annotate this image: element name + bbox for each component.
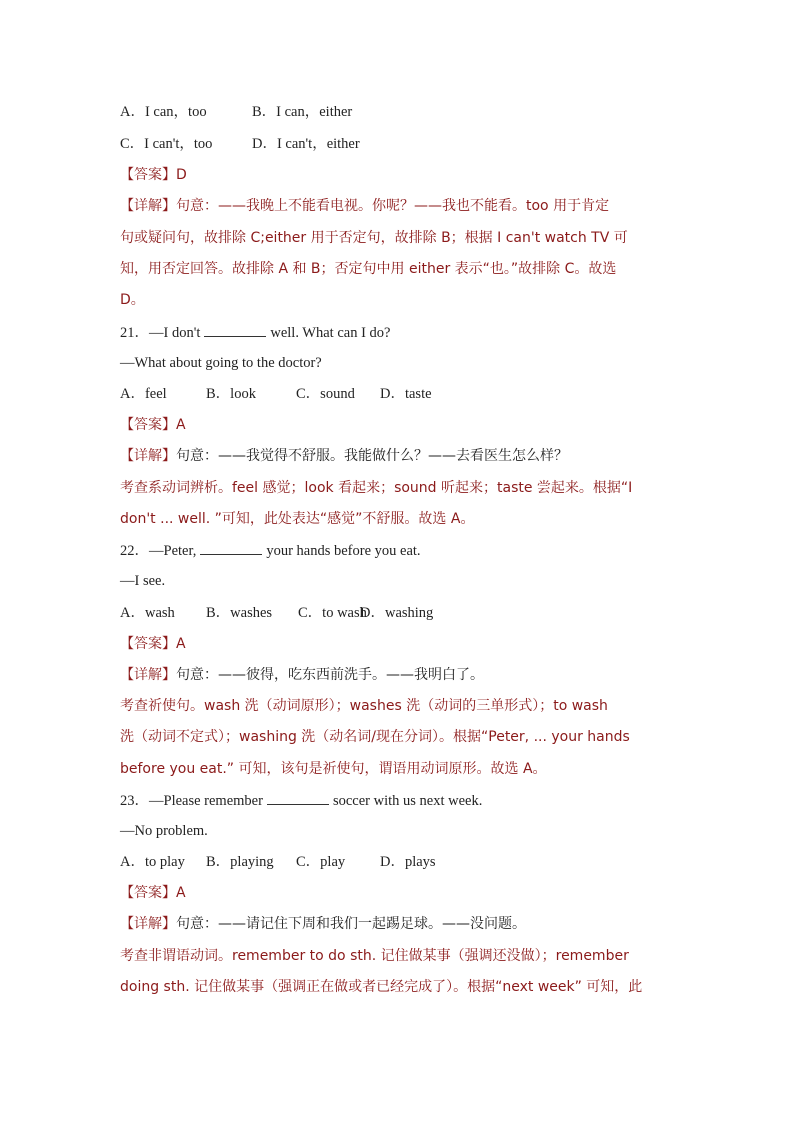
answer-label: 【答案】 — [120, 167, 176, 183]
answer-value: A — [176, 417, 186, 433]
q20-detail-line-3: 知，用否定回答。故排除 A 和 B；否定句中用 either 表示“也。”故排除 C。故选 — [120, 261, 617, 277]
q22-stem: 22．—Peter, your hands before you eat. — [120, 540, 421, 561]
q22-detail-line-4: before you eat.” 可知，该句是祈使句，谓语用动词原形。故选 A。 — [120, 761, 547, 777]
q22-options — [120, 603, 433, 623]
q20-option-a: A．I can，too — [120, 104, 207, 120]
detail-label: 【详解】 — [120, 198, 176, 214]
q21-reply: —What about going to the doctor? — [120, 355, 322, 371]
q21-option-a: A．feel — [120, 386, 167, 402]
q23-answer — [120, 883, 186, 903]
q20-option-c: C．I can't，too — [120, 136, 213, 152]
answer-blank — [200, 540, 262, 555]
answer-value: A — [176, 636, 186, 652]
q20-answer — [120, 165, 187, 185]
answer-label: 【答案】 — [120, 417, 176, 433]
q22-answer — [120, 634, 186, 654]
answer-label: 【答案】 — [120, 885, 176, 901]
q21-stem: 21．—I don't well. What can I do? — [120, 322, 390, 343]
q22-option-d: D．washing — [360, 605, 434, 621]
q20-options-row1 — [120, 102, 352, 122]
q23-options — [120, 852, 436, 872]
q20-option-b: B．I can，either — [252, 104, 353, 120]
answer-blank — [267, 790, 329, 805]
q21-options — [120, 384, 432, 404]
q20-detail-line-1: 【详解】句意：——我晚上不能看电视。你呢？——我也不能看。too 用于肯定 — [120, 198, 610, 214]
q23-option-c: C．play — [296, 854, 346, 870]
detail-label: 【详解】 — [120, 667, 176, 683]
q23-detail-line-3: doing sth. 记住做某事（强调正在做或者已经完成了）。根据“next week” 可知，此 — [120, 979, 643, 995]
q20-detail-line-4: D。 — [120, 292, 145, 308]
answer-blank — [204, 322, 266, 337]
answer-value: A — [176, 885, 186, 901]
q21-detail-line-2: 考查系动词辨析。feel 感觉；look 看起来；sound 听起来；taste 尝起来。根据“I — [120, 480, 633, 496]
answer-value: D — [176, 167, 187, 183]
q22-reply: —I see. — [120, 573, 166, 589]
q22-option-c: C．to wash — [298, 605, 367, 621]
q21-answer — [120, 415, 186, 435]
q21-option-c: C．sound — [296, 386, 355, 402]
q23-stem: 23．—Please remember soccer with us next week. — [120, 790, 482, 811]
q23-option-b: B．playing — [206, 854, 274, 870]
q20-option-d: D．I can't，either — [252, 136, 360, 152]
q22-option-b: B．washes — [206, 605, 273, 621]
q20-options-row2 — [120, 134, 360, 154]
q22-option-a: A．wash — [120, 605, 175, 621]
q23-detail-line-1: 【详解】句意：——请记住下周和我们一起踢足球。——没问题。 — [120, 916, 526, 932]
q21-detail-line-1: 【详解】句意：——我觉得不舒服。我能做什么？——去看医生怎么样？ — [120, 448, 568, 464]
q23-option-d: D．plays — [380, 854, 436, 870]
q22-detail-line-1: 【详解】句意：——彼得，吃东西前洗手。——我明白了。 — [120, 667, 484, 683]
q20-detail-line-2: 句或疑问句，故排除 C;either 用于否定句，故排除 B；根据 I can't watch TV 可 — [120, 230, 628, 246]
q23-detail-line-2: 考查非谓语动词。remember to do sth. 记住做某事（强调还没做）；remember — [120, 948, 629, 964]
detail-label: 【详解】 — [120, 448, 176, 464]
answer-label: 【答案】 — [120, 636, 176, 652]
detail-label: 【详解】 — [120, 916, 176, 932]
q23-option-a: A．to play — [120, 854, 185, 870]
q22-detail-line-3: 洗（动词不定式）；washing 洗（动名词/现在分词）。根据“Peter, ... your hands — [120, 729, 630, 745]
q21-detail-line-3: don't ... well. ”可知，此处表达“感觉”不舒服。故选 A。 — [120, 511, 475, 527]
q22-detail-line-2: 考查祈使句。wash 洗（动词原形）；washes 洗（动词的三单形式）；to wash — [120, 698, 608, 714]
q21-option-b: B．look — [206, 386, 256, 402]
q21-option-d: D．taste — [380, 386, 432, 402]
q23-reply: —No problem. — [120, 823, 208, 839]
